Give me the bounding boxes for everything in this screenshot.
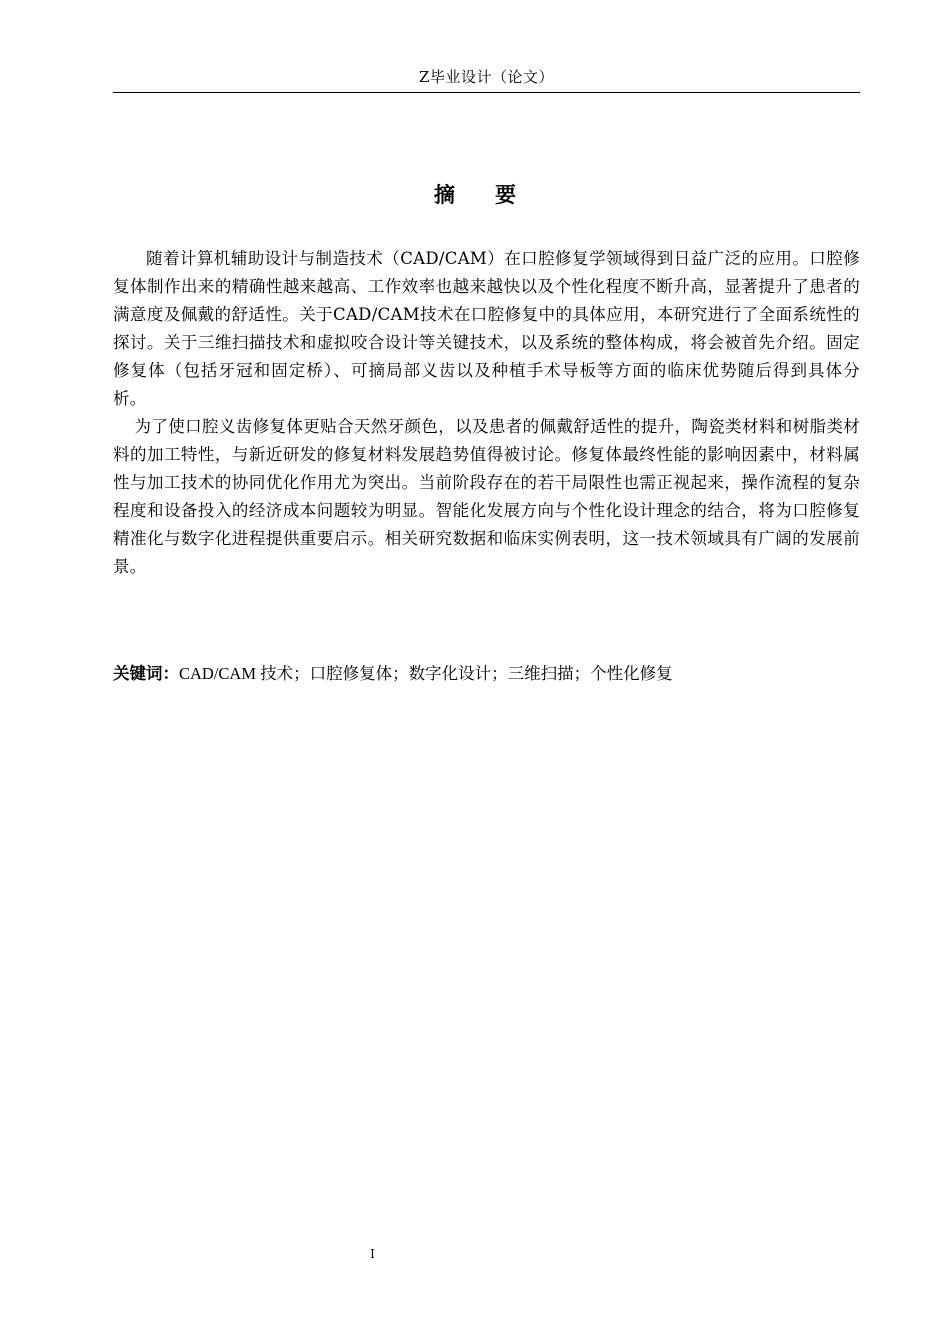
page-header	[113, 64, 860, 93]
abstract-title: 摘要	[434, 182, 556, 207]
abstract-paragraph-2: 为了使口腔义齿修复体更贴合天然牙颜色，以及患者的佩戴舒适性的提升，陶瓷类材料和树脂类材料的加工特性，与新近研发的修复材料发展趋势值得被讨论。修复体最终性能的影响因素中，材料属性与加工技术的协同优化作用尤为突出。当前阶段存在的若干局限性也需正视起来，操作流程的复杂程度和设备投入的经济成本问题较为明显。智能化发展方向与个性化设计理念的结合，将为口腔修复精准化与数字化进程提供重要启示。相关研究数据和临床实例表明，这一技术领域具有广阔的发展前景。	[113, 417, 860, 576]
keywords-label: 关键词：	[113, 664, 179, 683]
keywords-text: CAD/CAM 技术；口腔修复体；数字化设计；三维扫描；个性化修复	[179, 664, 673, 683]
abstract-paragraph-1: 随着计算机辅助设计与制造技术（CAD/CAM）在口腔修复学领域得到日益广泛的应用。口腔修复体制作出来的精确性越来越高、工作效率也越来越快以及个性化程度不断升高，显著提升了患者的满意度及佩戴的舒适性。关于CAD/CAM技术在口腔修复中的具体应用，本研究进行了全面系统性的探讨。关于三维扫描技术和虚拟咬合设计等关键技术，以及系统的整体构成，将会被首先介绍。固定修复体（包括牙冠和固定桥）、可摘局部义齿以及种植手术导板等方面的临床优势随后得到具体分析。	[113, 249, 860, 408]
header-title: Z毕业设计（论文）	[419, 68, 554, 86]
page-number: I	[370, 1247, 375, 1261]
abstract-body	[113, 245, 860, 581]
keywords-line	[113, 660, 860, 688]
